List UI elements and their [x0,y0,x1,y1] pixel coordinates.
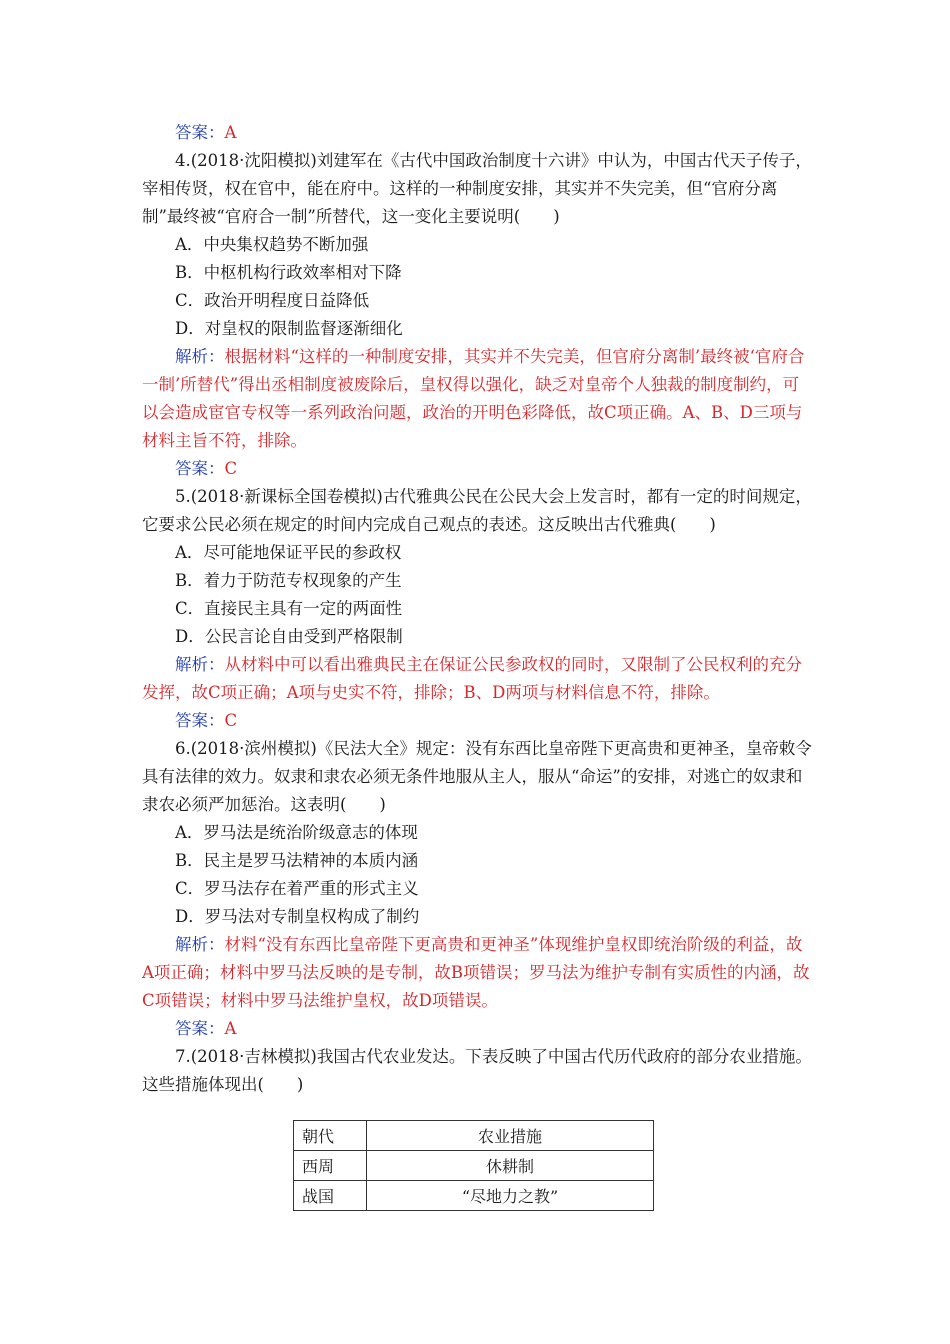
question-stem: 刘建军在《古代中国政治制度十六讲》中认为，中国古代天子传子，宰相传贤，权在官中，能在府中。这样的一种制度安排，其实并不失完美，但“官府分离制”最终被“官府合一制”所替代，这一变化主要说明( ) [142,151,812,226]
analysis-label: 解析： [175,935,225,954]
answer-line [142,1015,814,1043]
analysis-5 [142,651,814,707]
option-d: D．罗马法对专制皇权构成了制约 [175,907,420,926]
option-c: C．政治开明程度日益降低 [175,291,370,310]
question-7-text [142,1043,814,1099]
analysis-text: 从材料中可以看出雅典民主在保证公民参政权的同时，又限制了公民权利的充分发挥，故C项正确；A项与史实不符，排除；B、D两项与材料信息不符，排除。 [142,655,802,702]
question-number: 5. [175,487,191,506]
table-cell-dynasty: 西周 [294,1151,367,1181]
option-b: B．中枢机构行政效率相对下降 [175,263,402,282]
table-header-dynasty: 朝代 [294,1121,367,1151]
question-number: 4. [175,151,191,170]
option-a: A．中央集权趋势不断加强 [175,235,369,254]
question-stem: 古代雅典公民在公民大会上发言时，都有一定的时间规定，它要求公民必须在规定的时间内完成自己观点的表述。这反映出古代雅典( ) [142,487,812,534]
answer-label: 答案： [175,711,225,730]
question-number: 7. [175,1047,191,1066]
question-6-text [142,735,814,819]
answer-label: 答案： [175,459,225,478]
answer-line [142,455,814,483]
table-cell-measure: “尽地力之教” [367,1181,654,1211]
question-number: 6. [175,739,191,758]
table-cell-measure: 休耕制 [367,1151,654,1181]
table-header-measure: 农业措施 [367,1121,654,1151]
document-content [142,119,814,1099]
analysis-text: 根据材料“这样的一种制度安排，其实并不失完美，但官府分离制’最终被‘官府合一制’所替代”得出丞相制度被废除后，皇权得以强化，缺乏对皇帝个人独裁的制度制约，可以会造成宦官专权等一系列政治问题，政治的开明色彩降低，故C项正确。A、B、D三项与材料主旨不符，排除。 [142,347,805,450]
option-a: A．罗马法是统治阶级意志的体现 [175,823,418,842]
answer-value: C [224,459,238,478]
option-d: D．公民言论自由受到严格限制 [175,627,403,646]
answer-line [142,707,814,735]
analysis-label: 解析： [175,655,225,674]
answer-value: A [224,1019,237,1038]
option-b: B．着力于防范专权现象的产生 [175,571,402,590]
option-b: B．民主是罗马法精神的本质内涵 [175,851,419,870]
question-source: (2018·新课标全国卷模拟) [190,487,383,506]
option-c: C．直接民主具有一定的两面性 [175,599,403,618]
question-stem: 《民法大全》规定：没有东西比皇帝陛下更高贵和更神圣，皇帝敕令具有法律的效力。奴隶和隶农必须无条件地服从主人，服从“命运”的安排，对逃亡的奴隶和隶农必须严加惩治。这表明( ) [142,739,812,814]
answer-label: 答案： [175,123,225,142]
option-c: C．罗马法存在着严重的形式主义 [175,879,419,898]
analysis-6 [142,931,814,1015]
question-5-text [142,483,814,539]
question-4-text [142,147,814,231]
option-d: D．对皇权的限制监督逐渐细化 [175,319,403,338]
question-source: (2018·滨州模拟) [190,739,317,758]
analysis-4 [142,343,814,455]
question-source: (2018·沈阳模拟) [190,151,317,170]
analysis-text: 材料“没有东西比皇帝陛下更高贵和更神圣”体现维护皇权即统治阶级的利益，故A项正确；材料中罗马法反映的是专制，故B项错误；罗马法为维护专制有实质性的内涵，故C项错误；材料中罗马法维护皇权，故D项错误。 [142,935,810,1010]
answer-line [142,119,814,147]
option-a: A．尽可能地保证平民的参政权 [175,543,402,562]
table-row [294,1151,654,1181]
table-row [294,1181,654,1211]
analysis-label: 解析： [175,347,225,366]
answer-value: A [224,123,237,142]
table-cell-dynasty: 战国 [294,1181,367,1211]
question-source: (2018·吉林模拟) [190,1047,317,1066]
answer-label: 答案： [175,1019,225,1038]
table-header-row [294,1121,654,1151]
answer-value: C [224,711,238,730]
agriculture-measures-table [293,1120,654,1211]
question-stem: 我国古代农业发达。下表反映了中国古代历代政府的部分农业措施。这些措施体现出( ) [142,1047,812,1094]
